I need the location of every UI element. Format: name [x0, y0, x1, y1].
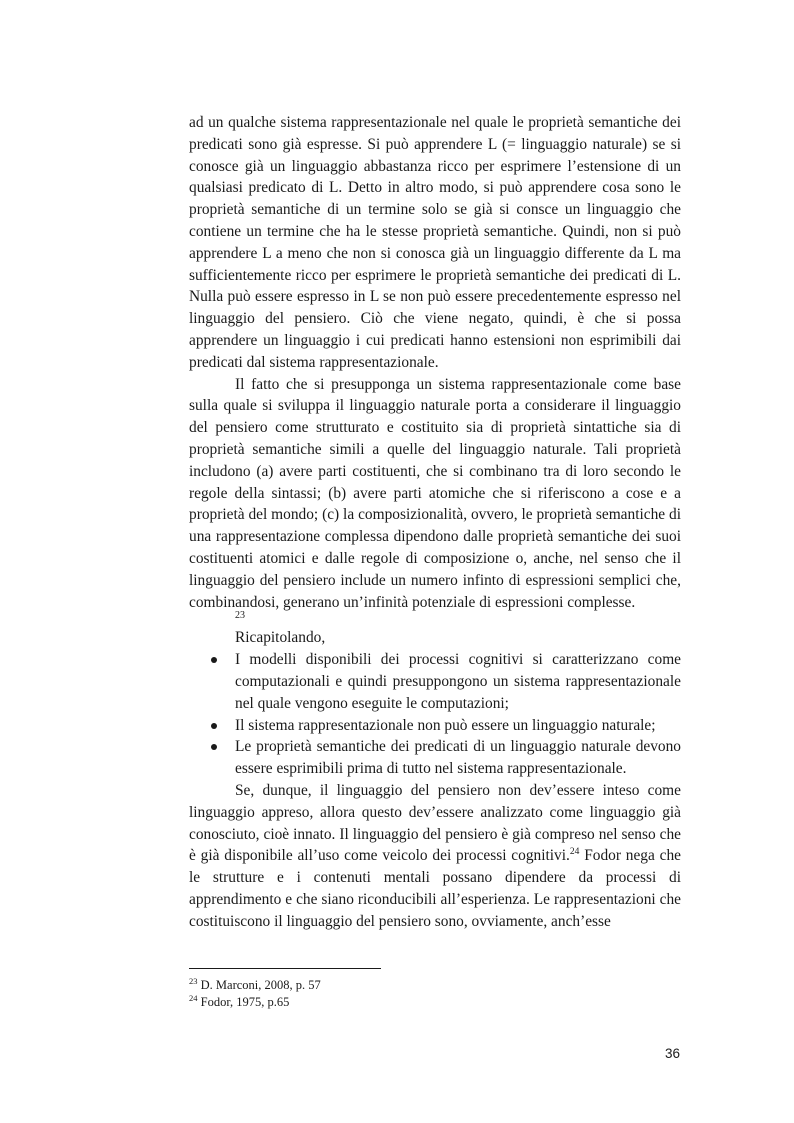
- main-text: [189, 112, 681, 932]
- footnote-text: Fodor, 1975, p.65: [197, 995, 290, 1009]
- bullet-icon: [211, 657, 217, 663]
- bullet-icon: [211, 744, 217, 750]
- list-item: I modelli disponibili dei processi cognitivi si caratterizzano come computazionali e quindi presuppongono un sistema rappresentazionale nel quale vengono eseguite le computazioni;: [189, 649, 681, 714]
- footnote-text: D. Marconi, 2008, p. 57: [197, 978, 321, 992]
- footnote-number: 24: [189, 992, 198, 1003]
- page-number: 36: [664, 1046, 680, 1061]
- paragraph-2: [189, 374, 681, 622]
- paragraph-3: Se, dunque, il linguaggio del pensiero non dev’essere inteso come linguaggio appreso, allora questo dev’essere analizzato come linguaggio già conosciuto, cioè innato. Il linguaggio del pensiero è già compreso nel senso che è già disponibile all’uso come veicolo dei processi cognitivi.$^{24}$ Fodor nega che le strutture e i contenuti mentali possano dipendere da processi di apprendimento e che siano riconducibili all’esperienza. Le rappresentazioni che costituiscono il linguaggio del pensiero sono, ovviamente, anch’esse: [189, 781, 681, 930]
- list-item: Le proprietà semantiche dei predicati di un linguaggio naturale devono essere esprimibili prima di tutto nel sistema rappresentazionale.: [189, 736, 681, 780]
- list-item: Il sistema rappresentazionale non può essere un linguaggio naturale;: [189, 715, 681, 737]
- footnote-divider: [189, 968, 381, 969]
- paragraph-2-text: Il fatto che si presupponga un sistema rappresentazionale come base sulla quale si sviluppa il linguaggio naturale porta a considerare il linguaggio del pensiero come strutturato e costituito sia di proprietà sintattiche sia di proprietà semantiche simili a quelle del linguaggio naturale. Tali proprietà includono (a) avere parti costituenti, che si combinano tra di loro secondo le regole della sintassi; (b) avere parti atomiche che si riferiscono a cose e a proprietà del mondo; (c) la composizionalità, ovvero, le proprietà semantiche di una rappresentazione complessa dipendono dalle proprietà semantiche dei suoi costituenti atomici e dalle regole di composizione o, anche, nel senso che il linguaggio del pensiero include un numero infinto di espressioni semplici che, combinandosi, generano un’infinità potenziale di espressioni complesse.: [189, 375, 681, 611]
- bullet-icon: [211, 723, 217, 729]
- footnote-number: 23: [189, 975, 198, 986]
- paragraph-1: ad un qualche sistema rappresentazionale nel quale le proprietà semantiche dei predicati sono già espresse. Si può apprendere L (= linguaggio naturale) se si conosce già un linguaggio abbastanza ricco per esprimere l’estensione di un qualsiasi predicato di L. Detto in altro modo, si può apprendere cosa sono le proprietà semantiche di un termine solo se già si consce un linguaggio che contiene un termine che ha le stesse proprietà semantiche. Quindi, non si può apprendere L a meno che non si conosca già un linguaggio differente da L ma sufficientemente ricco per esprimere le proprietà semantiche dei predicati di L. Nulla può essere espresso in L se non può essere precedentemente espresso nel linguaggio del pensiero. Ciò che viene negato, quindi, è che si possa apprendere un linguaggio i cui predicati hanno estensioni non esprimibili dai predicati dal sistema rappresentazionale.: [189, 114, 681, 371]
- footnote-ref-24: 24: [569, 847, 580, 858]
- footnote-ref-23: 23: [235, 610, 245, 622]
- footnote-24: [189, 994, 681, 1011]
- summary-lead: Ricapitolando,: [235, 629, 326, 647]
- footnotes: [189, 977, 681, 1011]
- footnote-23: [189, 977, 681, 994]
- summary-list: [189, 649, 681, 780]
